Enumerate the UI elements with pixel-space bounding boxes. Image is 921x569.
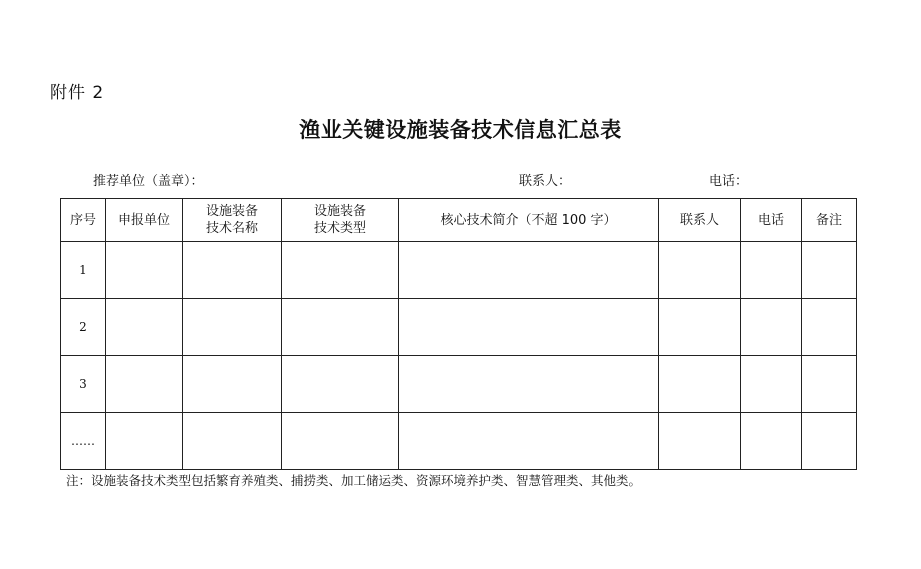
header-text-line-1: 设施装备: [313, 204, 366, 219]
header-text-line-2: 技术类型: [313, 221, 366, 236]
header-text: 备注: [815, 212, 842, 228]
recommending-unit-label: 推荐单位（盖章）：: [93, 174, 204, 189]
cell-equipment-type: [282, 413, 399, 470]
header-phone: [741, 199, 802, 242]
cell-remarks: [802, 299, 857, 356]
header-applicant-unit: [106, 199, 183, 242]
table-row: [61, 299, 857, 356]
header-row: [61, 199, 857, 242]
header-text: 核心技术简介（不超 100 字）: [440, 212, 617, 228]
header-text: 电话: [757, 212, 784, 228]
cell-remarks: [802, 356, 857, 413]
header-equipment-name: [183, 199, 282, 242]
contact-label: 联系人：: [519, 174, 572, 189]
cell-phone: [741, 242, 802, 299]
cell-equipment-type: [282, 242, 399, 299]
cell-equipment-type: [282, 299, 399, 356]
cell-phone: [741, 299, 802, 356]
phone-label: 电话：: [709, 174, 749, 189]
cell-equipment-name: [183, 242, 282, 299]
header-equipment-type: [282, 199, 399, 242]
cell-equipment-name: [183, 299, 282, 356]
cell-applicant-unit: [106, 299, 183, 356]
header-text-line-2: 技术名称: [205, 221, 258, 236]
cell-applicant-unit: [106, 413, 183, 470]
cell-applicant-unit: [106, 242, 183, 299]
cell-contact-person: [659, 299, 741, 356]
header-text: 申报单位: [117, 212, 170, 228]
row-index: 1: [61, 242, 106, 299]
document-title: 渔业关键设施装备技术信息汇总表: [299, 117, 622, 142]
attachment-label: 附件 2: [50, 83, 105, 103]
cell-core-tech-summary: [399, 242, 659, 299]
table-row: [61, 413, 857, 470]
table-row: [61, 356, 857, 413]
header-serial-number: [61, 199, 106, 242]
cell-phone: [741, 413, 802, 470]
row-index: ……: [61, 413, 106, 470]
cell-equipment-name: [183, 356, 282, 413]
cell-contact-person: [659, 356, 741, 413]
cell-remarks: [802, 413, 857, 470]
cell-core-tech-summary: [399, 299, 659, 356]
header-text: 序号: [69, 212, 96, 228]
summary-table: [60, 198, 857, 470]
cell-equipment-type: [282, 356, 399, 413]
cell-core-tech-summary: [399, 356, 659, 413]
header-contact-person: [659, 199, 741, 242]
header-remarks: [802, 199, 857, 242]
cell-phone: [741, 356, 802, 413]
header-text-line-1: 设施装备: [205, 204, 258, 219]
cell-contact-person: [659, 242, 741, 299]
cell-contact-person: [659, 413, 741, 470]
header-text: 联系人: [679, 212, 719, 228]
table-row: [61, 242, 857, 299]
cell-applicant-unit: [106, 356, 183, 413]
footnote: 注：设施装备技术类型包括繁育养殖类、捕捞类、加工储运类、资源环境养护类、智慧管理类、其他类。: [66, 473, 642, 488]
row-index: 2: [61, 299, 106, 356]
cell-equipment-name: [183, 413, 282, 470]
row-index: 3: [61, 356, 106, 413]
cell-core-tech-summary: [399, 413, 659, 470]
cell-remarks: [802, 242, 857, 299]
header-core-tech-summary: [399, 199, 659, 242]
